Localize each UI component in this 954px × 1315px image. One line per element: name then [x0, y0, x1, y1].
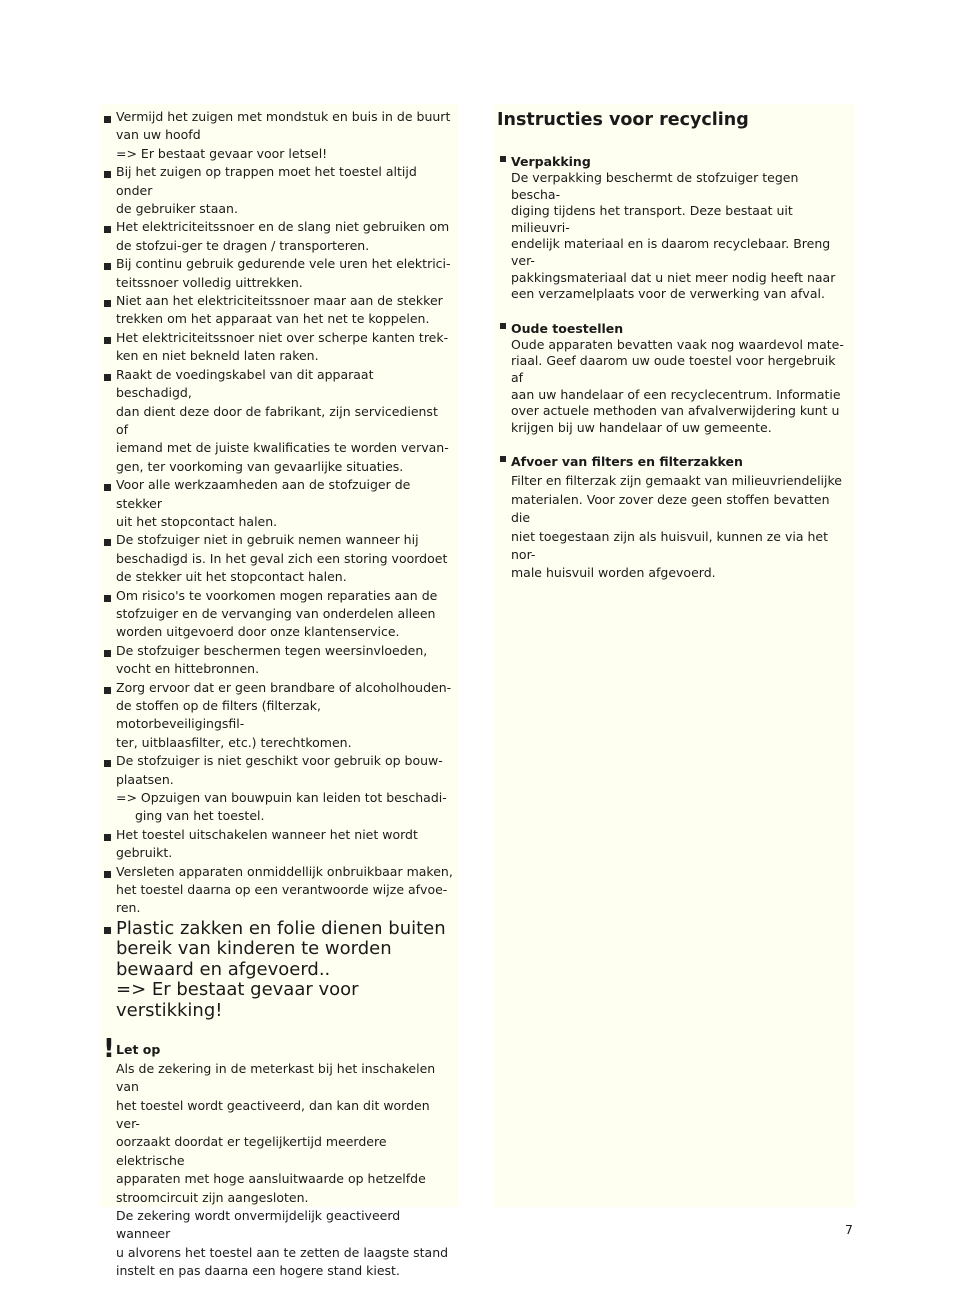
section-packaging	[497, 153, 851, 303]
square-bullet-icon	[104, 650, 111, 657]
list-item: Zorg ervoor dat er geen brandbare of alcoholhouden- de stoffen op de filters (filterzak, motorbeveiligingsfil- ter, uitblaasfilter, etc.) terechtkomen.	[104, 679, 453, 753]
recycling-heading: Instructies voor recycling	[497, 110, 749, 130]
square-bullet-icon	[104, 226, 111, 233]
section-title: Afvoer van filters en filterzakken	[511, 454, 743, 470]
square-bullet-icon	[104, 484, 111, 491]
square-bullet-icon	[104, 871, 111, 878]
square-bullet-icon	[104, 760, 111, 767]
list-item: Het elektriciteitssnoer en de slang niet gebruiken om de stofzui-ger te dragen / transporteren.	[104, 218, 453, 255]
recycling-column	[494, 104, 855, 1207]
safety-column	[100, 104, 459, 1279]
section-title: Oude toestellen	[511, 320, 624, 336]
square-bullet-icon	[104, 263, 111, 270]
square-bullet-icon	[104, 595, 111, 602]
caution-title: Let op	[116, 1042, 161, 1058]
list-item: De stofzuiger is niet geschikt voor gebruik op bouw- plaatsen. => Opzuigen van bouwpuin kan leiden tot beschadi- ging van het toestel.	[104, 752, 453, 826]
square-bullet-icon	[500, 156, 506, 162]
safety-list	[104, 108, 453, 1021]
square-bullet-icon	[500, 456, 506, 462]
square-bullet-icon	[104, 171, 111, 178]
list-item: Raakt de voedingskabel van dit apparaat beschadigd, dan dient deze door de fabrikant, zijn servicedienst of iemand met de juiste kwalificaties te worden vervan- gen, ter voorkoming van gevaarlijke situaties.	[104, 366, 453, 476]
list-item: Voor alle werkzaamheden aan de stofzuiger de stekker uit het stopcontact halen.	[104, 476, 453, 531]
caution-note	[103, 1034, 453, 1280]
list-item: Het elektriciteitssnoer niet over scherpe kanten trek- ken en niet bekneld laten raken.	[104, 329, 453, 366]
square-bullet-icon	[104, 539, 111, 546]
page-number: 7	[845, 1222, 853, 1237]
square-bullet-icon	[104, 687, 111, 694]
square-bullet-icon	[104, 116, 111, 123]
square-bullet-icon	[104, 927, 111, 934]
list-item: Vermijd het zuigen met mondstuk en buis in de buurt van uw hoofd => Er bestaat gevaar voor letsel!	[104, 108, 453, 163]
list-item: Om risico's te voorkomen mogen reparaties aan de stofzuiger en de vervanging van onderdelen alleen worden uitgevoerd door onze klantenservice.	[104, 587, 453, 642]
square-bullet-icon	[104, 374, 111, 381]
list-item: Bij het zuigen op trappen moet het toestel altijd onder de gebruiker staan.	[104, 163, 453, 218]
suffocation-warning-item: Plastic zakken en folie dienen buiten bereik van kinderen te worden bewaard en afgevoerd.. => Er bestaat gevaar voor verstikking!	[104, 919, 453, 1022]
section-filter-disposal	[497, 453, 851, 582]
section-title: Verpakking	[511, 154, 591, 169]
section-body: De verpakking beschermt de stofzuiger tegen bescha- diging tijdens het transport. Deze bestaat uit milieuvri- endelijk materiaal en is daarom recyclebaar. Breng ver- pakkingsmateriaal dat u niet meer nodig heeft naar een verzamelplaats voor de verwerking van afval.	[511, 170, 836, 302]
section-old-appliances	[497, 320, 851, 437]
section-body: Filter en filterzak zijn gemaakt van milieuvriendelijke materialen. Voor zover deze geen stoffen bevatten die niet toegestaan zijn als huisvuil, kunnen ze via het nor- male huisvuil worden afgevoerd.	[511, 473, 842, 581]
list-item: De stofzuiger niet in gebruik nemen wanneer hij beschadigd is. In het geval zich een storing voordoet de stekker uit het stopcontact halen.	[104, 531, 453, 586]
list-item: Het toestel uitschakelen wanneer het niet wordt gebruikt.	[104, 826, 453, 863]
list-item: Bij continu gebruik gedurende vele uren het elektrici- teitssnoer volledig uittrekken.	[104, 255, 453, 292]
square-bullet-icon	[500, 323, 506, 329]
caution-paragraph: De zekering wordt onvermijdelijk geactiveerd wanneer u alvorens het toestel aan te zetten de laagste stand instelt en pas daarna een hogere stand kiest.	[116, 1208, 449, 1279]
caution-paragraph: Als de zekering in de meterkast bij het inschakelen van het toestel wordt geactiveerd, dan kan dit worden ver- oorzaakt doordat er tegelijkertijd meerdere elektrische apparaten met hoge aansluitwaarde op hetzelfde stroomcircuit zijn aangesloten.	[116, 1060, 436, 1205]
square-bullet-icon	[104, 834, 111, 841]
exclamation-icon: !	[103, 1034, 115, 1065]
square-bullet-icon	[104, 300, 111, 307]
list-item: Niet aan het elektriciteitssnoer maar aan de stekker trekken om het apparaat van het net te koppelen.	[104, 292, 453, 329]
section-body: Oude apparaten bevatten vaak nog waardevol mate- riaal. Geef daarom uw oude toestel voor hergebruik af aan uw handelaar of een recyclecentrum. Informatie over actuele methoden van afvalverwijdering kunt u krijgen bij uw handelaar of uw gemeente.	[511, 336, 844, 435]
list-item: De stofzuiger beschermen tegen weersinvloeden, vocht en hittebronnen.	[104, 642, 453, 679]
square-bullet-icon	[104, 337, 111, 344]
list-item: Versleten apparaten onmiddellijk onbruikbaar maken, het toestel daarna op een verantwoorde wijze afvoe- ren.	[104, 863, 453, 918]
